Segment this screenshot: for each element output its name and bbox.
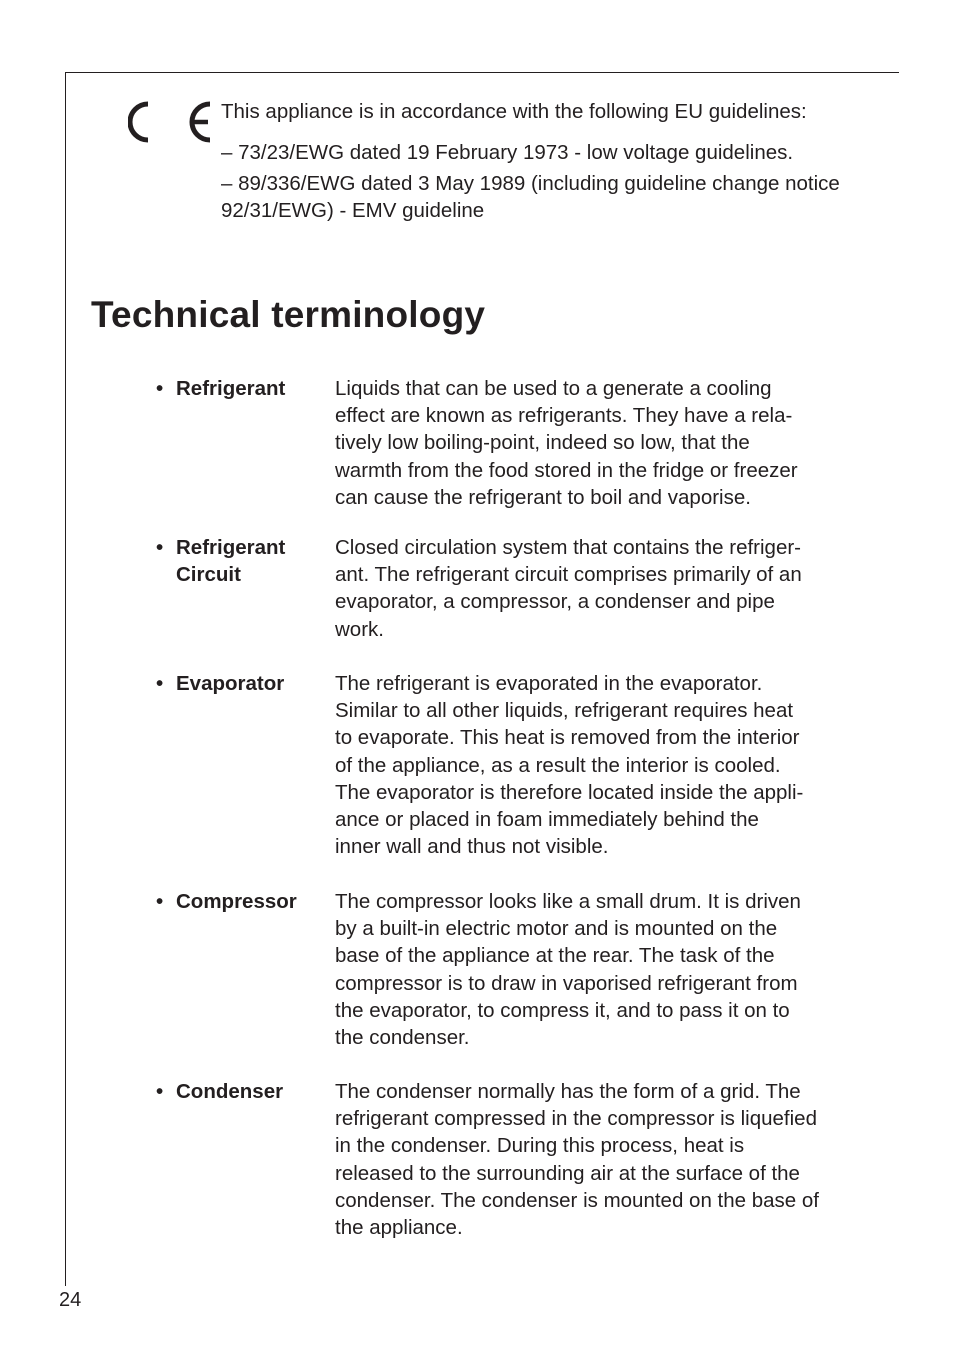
- term-condenser: [156, 1078, 326, 1105]
- page-number: 24: [59, 1289, 82, 1311]
- definition-line: compressor is to draw in vaporised refrigerant from: [335, 971, 798, 995]
- definition-line: released to the surrounding air at the surface of the: [335, 1161, 800, 1185]
- term-label: Compressor: [176, 890, 297, 913]
- bullet-icon: •: [156, 1080, 164, 1103]
- term-label: Condenser: [176, 1080, 284, 1103]
- term-label: Refrigerant: [176, 377, 286, 400]
- definition-line: base of the appliance at the rear. The task of the: [335, 944, 775, 968]
- definition-line: the appliance.: [335, 1216, 463, 1240]
- definition-line: can cause the refrigerant to boil and vaporise.: [335, 485, 751, 509]
- ce-mark-icon: [128, 100, 214, 144]
- term-evaporator: [156, 670, 326, 697]
- page-title: Technical terminology: [91, 294, 486, 335]
- definition-line: the evaporator, to compress it, and to pass it on to: [335, 998, 790, 1022]
- definition-line: inner wall and thus not visible.: [335, 835, 609, 859]
- definition-line: the condenser.: [335, 1026, 470, 1050]
- definition-refrigerant: [335, 375, 875, 511]
- definition-refrigerant-circuit: [335, 534, 875, 643]
- term-label: Refrigerant: [176, 536, 286, 559]
- definition-line: tively low boiling-point, indeed so low, that the: [335, 431, 750, 455]
- compliance-intro: This appliance is in accordance with the following EU guidelines:: [221, 100, 807, 123]
- left-margin-rule: [65, 72, 66, 1286]
- definition-line: The evaporator is therefore located inside the appli-: [335, 780, 804, 804]
- definition-line: The refrigerant is evaporated in the evaporator.: [335, 672, 763, 695]
- definition-condenser: [335, 1078, 875, 1241]
- definition-line: condenser. The condenser is mounted on the base of: [335, 1188, 819, 1212]
- definition-line: ance or placed in foam immediately behind the: [335, 808, 759, 832]
- definition-line: The compressor looks like a small drum. It is driven: [335, 890, 801, 913]
- definition-line: work.: [335, 617, 384, 641]
- definition-line: to evaporate. This heat is removed from the interior: [335, 726, 800, 750]
- definition-line: effect are known as refrigerants. They have a rela-: [335, 404, 793, 428]
- definition-line: of the appliance, as a result the interior is cooled.: [335, 753, 781, 777]
- definition-compressor: [335, 888, 875, 1051]
- term-compressor: [156, 888, 326, 915]
- bullet-icon: •: [156, 536, 164, 559]
- term-label-continued: Circuit: [176, 563, 241, 587]
- guideline-emv: – 89/336/EWG dated 3 May 1989 (including guideline change notice 92/31/EWG) - EMV guideline: [221, 172, 840, 222]
- definition-line: refrigerant compressed in the compressor is liquefied: [335, 1107, 817, 1131]
- bullet-icon: •: [156, 672, 164, 695]
- definition-line: in the condenser. During this process, heat is: [335, 1134, 745, 1158]
- definition-line: The condenser normally has the form of a grid. The: [335, 1080, 801, 1103]
- bullet-icon: •: [156, 890, 164, 913]
- definition-line: by a built-in electric motor and is mounted on the: [335, 917, 778, 941]
- definition-line: Liquids that can be used to a generate a cooling: [335, 377, 772, 400]
- definition-evaporator: [335, 670, 875, 860]
- definition-line: Similar to all other liquids, refrigerant requires heat: [335, 699, 794, 723]
- definition-line: ant. The refrigerant circuit comprises primarily of an: [335, 563, 802, 587]
- term-refrigerant-circuit: [156, 534, 326, 588]
- bullet-icon: •: [156, 377, 164, 400]
- definition-line: Closed circulation system that contains the refriger-: [335, 536, 802, 559]
- definition-line: evaporator, a compressor, a condenser and pipe: [335, 590, 775, 614]
- guideline-low-voltage: – 73/23/EWG dated 19 February 1973 - low voltage guidelines.: [221, 141, 794, 164]
- top-rule: [65, 72, 899, 73]
- term-refrigerant: [156, 375, 326, 402]
- definition-line: warmth from the food stored in the fridge or freezer: [335, 458, 798, 482]
- term-label: Evaporator: [176, 672, 285, 695]
